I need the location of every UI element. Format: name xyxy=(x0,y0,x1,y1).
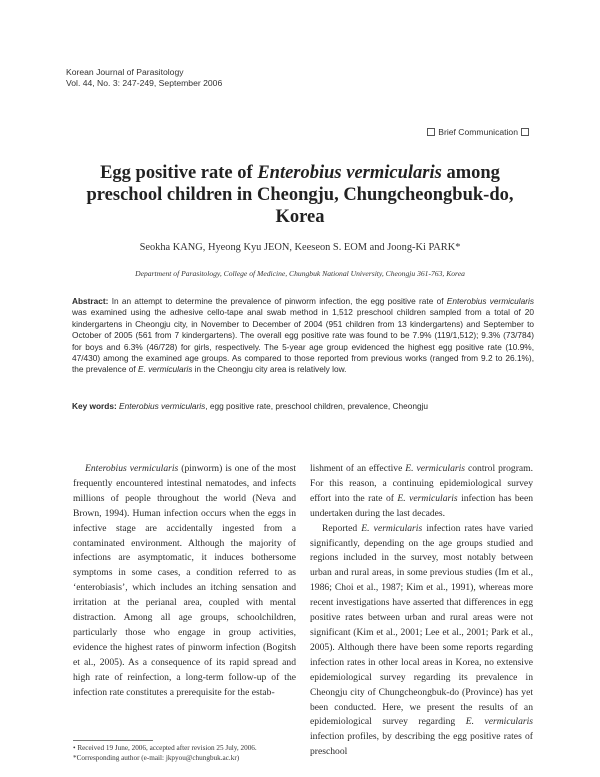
affiliation: Department of Parasitology, College of Medicine, Chungbuk National University, Cheongju 361-763, Korea xyxy=(135,269,465,278)
body-column-left xyxy=(73,462,296,701)
abstract: Abstract: In an attempt to determine the prevalence of pinworm infection, the egg positive rate of Enterobius vermicularis was examined using the adhesive cello-tape anal swab method in 1,512 preschool children sampled from a total of 20 kindergartens in Cheongju city, in November to December of 2004 (951 children from 13 kindergartens) and September to October of 2005 (561 from 7 kindergartens). The overall egg positive rate was found to be 7.9% (119/1,512); 9.3% (73/784) for boys and 6.3% (46/728) for girls, respectively. The 5-year age group evidenced the highest egg positive rate (10.9%, 47/430) among the examined age groups. As compared to those reported from previous works (ranged from 9.2 to 26.1%), the prevalence of E. vermicularis in the Cheongju city area is relatively low. xyxy=(72,296,534,375)
footnotes xyxy=(73,743,296,763)
keywords-label: Key words: xyxy=(72,401,117,411)
title-species: Enterobius vermicularis xyxy=(257,163,442,183)
journal-name: Korean Journal of Parasitology xyxy=(66,67,184,77)
box-icon xyxy=(521,128,529,136)
section-label-text: Brief Communication xyxy=(438,127,518,137)
journal-header xyxy=(66,67,222,89)
section-label xyxy=(424,127,532,137)
body-paragraph: lishment of an effective E. vermicularis control program. For this reason, a continuing epidemiological survey effort into the rate of E. vermicularis infection has been undertaken during the last decades. xyxy=(310,463,534,519)
journal-volume: Vol. 44, No. 3: 247-249, September 2006 xyxy=(66,78,223,88)
box-icon xyxy=(427,128,435,136)
footnote-divider xyxy=(73,740,153,741)
body-paragraph: Reported E. vermicularis infection rates have varied significantly, depending on the age groups studied and regions included in the survey, most notably between urban and rural areas, in some previous studies (Im et al., 1986; Choi et al., 1987; Kim et al., 1991), whereas more recent investigations have asserted that differences in egg positive rates between urban and rural areas were not significant (Kim et al., 2001; Lee et al., 2001; Park et al., 2005). Although there have been some reports regarding infection rates in other local areas in Korea, no extensive epidemiological survey regarding its prevalence in Cheongju city of Chungcheongbuk-do (Province) has yet been conducted. Here, we present the results of an epidemiological survey regarding E. vermicularis infection profiles, by describing the egg positive rates of preschool xyxy=(310,522,533,758)
paper-title: Egg positive rate of Enterobius vermicularis among preschool children in Cheongju, Chungcheongbuk-do, Korea xyxy=(86,163,514,227)
body-column-right xyxy=(310,462,533,760)
footnote-received: • Received 19 June, 2006, accepted after revision 25 July, 2006. xyxy=(73,744,257,752)
abstract-label: Abstract: xyxy=(72,296,109,306)
footnote-corresponding: *Corresponding author (e-mail: jkpyou@chungbuk.ac.kr) xyxy=(73,754,240,762)
authors: Seokha KANG, Hyeong Kyu JEON, Keeseon S. EOM and Joong-Ki PARK* xyxy=(139,242,461,253)
body-paragraph: Enterobius vermicularis (pinworm) is one of the most frequently encountered intestinal nematodes, and infects millions of people throughout the world (Neva and Brown, 1994). Human infection occurs when the eggs in infective stage are accidentally ingested from a contaminated environment. Although the majority of infections are asymptomatic, it induces bothersome symptoms in some cases, a condition referred to as ‘enterobiasis’, which includes an itching sensation and irritation at the perianal area, coupled with mental distraction. Among all age groups, schoolchildren, particularly those who engage in group activities, evidence the highest rates of pinworm infection (Bogitsh et al., 2005). As a consequence of its rapid spread and high rate of reinfection, a long-term follow-up of the infection rate constitutes a prerequisite for the estab- xyxy=(73,463,297,698)
keywords: Key words: Enterobius vermicularis, egg positive rate, preschool children, prevalence, Cheongju xyxy=(72,401,429,411)
